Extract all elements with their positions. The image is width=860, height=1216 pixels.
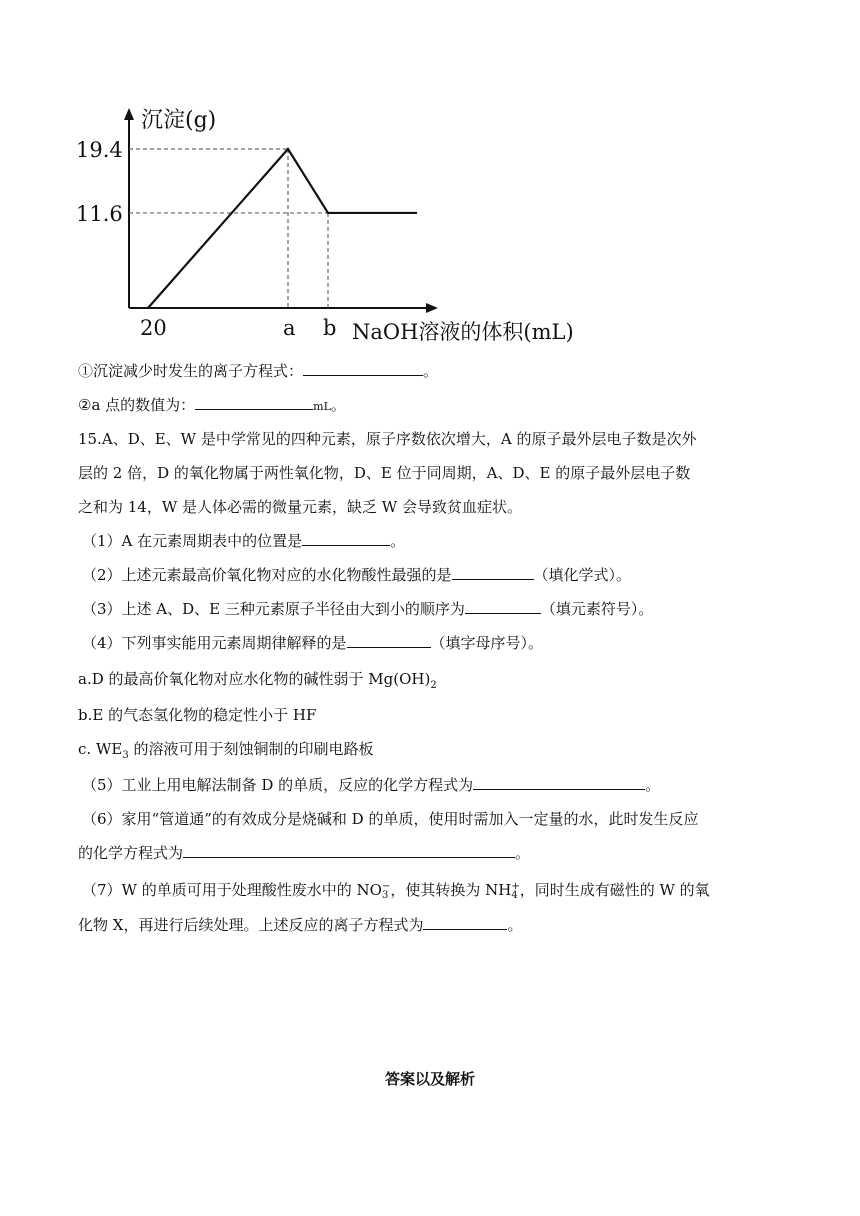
s1-end: 。 <box>390 532 406 550</box>
sub-question-7-line-2 <box>78 914 522 936</box>
s6-answer-blank[interactable] <box>183 842 515 858</box>
x-tick-label: 20 <box>140 316 167 340</box>
option-a-formula-2: (OH) <box>393 670 431 688</box>
option-c-subscript: 3 <box>122 750 129 761</box>
s3-answer-blank[interactable] <box>465 598 541 614</box>
question-1 <box>78 360 438 382</box>
s5-end: 。 <box>645 776 661 794</box>
x-axis-label: NaOH溶液的体积(mL) <box>352 320 574 344</box>
option-a-formula: Mg <box>368 670 394 688</box>
answer-section-title: 答案以及解析 <box>384 1070 475 1088</box>
nitrate-subscript: 3 <box>381 890 389 901</box>
sub-question-5 <box>82 774 660 796</box>
y-tick-label: 11.6 <box>76 201 123 226</box>
s1-answer-blank[interactable] <box>302 530 390 546</box>
s4-answer-blank[interactable] <box>347 632 431 648</box>
y-axis-label: 沉淀(g) <box>141 108 217 133</box>
precipitate-chart <box>70 95 630 350</box>
sub-question-7-line-1 <box>82 879 710 901</box>
q1-end: 。 <box>423 362 439 380</box>
p15-line-1: 15.A、D、E、W 是中学常见的四种元素，原子序数依次增大，A 的原子最外层电子数是次外 <box>78 430 697 448</box>
q1-text: ①沉淀减少时发生的离子方程式： <box>78 362 304 380</box>
question-2 <box>78 394 346 418</box>
sub-question-1 <box>82 530 405 552</box>
ammonium-subscript: 4 <box>511 890 518 901</box>
x-tick-label: b <box>323 316 337 340</box>
ammonium-charge: + <box>511 881 520 892</box>
nitrate-charge: − <box>381 881 391 892</box>
nitrate-formula: NO <box>356 881 382 899</box>
sub-question-2 <box>82 564 631 586</box>
x-axis-arrow <box>426 303 438 313</box>
s7-post: ，同时生成有磁性的 W 的氧 <box>519 881 710 899</box>
option-c <box>78 738 373 767</box>
s6-end: 。 <box>515 844 531 862</box>
q2-unit: mL <box>313 400 331 413</box>
s1-text: （1）A 在元素周期表中的位置是 <box>82 532 303 550</box>
ammonium-formula: NH <box>485 881 512 899</box>
p15-line-2: 层的 2 倍，D 的氧化物属于两性氧化物，D、E 位于同周期，A、D、E 的原子最外层电子数 <box>78 464 691 482</box>
q2-text: ②a 点的数值为： <box>78 396 196 414</box>
sub-question-3 <box>82 598 653 620</box>
s2-end: （填化学式）。 <box>533 566 632 584</box>
s7-pre: （7）W 的单质可用于处理酸性废水中的 <box>82 881 357 899</box>
y-tick-label: 19.4 <box>76 138 123 162</box>
s4-end: （填字母序号）。 <box>430 634 544 652</box>
s3-end: （填元素符号）。 <box>540 600 654 618</box>
option-a <box>78 668 437 697</box>
sub-question-6-line-1: （6）家用“管道通”的有效成分是烧碱和 D 的单质，使用时需加入一定量的水，此时发生反应 <box>82 810 699 828</box>
s5-text: （5）工业上用电解法制备 D 的单质，反应的化学方程式为 <box>82 776 474 794</box>
option-a-subscript: 2 <box>430 680 437 691</box>
s6-text: 的化学方程式为 <box>78 844 184 862</box>
s2-answer-blank[interactable] <box>452 564 534 580</box>
option-c-prefix: c. <box>78 740 96 758</box>
y-axis-arrow <box>124 108 134 120</box>
s7-answer-blank[interactable] <box>423 914 507 930</box>
s7-line-2-text: 化物 X，再进行后续处理。上述反应的离子方程式为 <box>78 916 424 934</box>
q2-answer-blank[interactable] <box>195 394 313 410</box>
option-a-text: a.D 的最高价氧化物对应水化物的碱性弱于 <box>78 670 369 688</box>
option-c-formula: WE <box>95 740 123 758</box>
sub-question-6-line-2 <box>78 842 530 864</box>
option-c-text: 的溶液可用于刻蚀铜制的印刷电路板 <box>128 740 374 758</box>
option-b: b.E 的气态氢化物的稳定性小于 HF <box>78 706 317 724</box>
s7-mid: ，使其转换为 <box>390 881 486 899</box>
p15-line-3: 之和为 14，W 是人体必需的微量元素，缺乏 W 会导致贫血症状。 <box>78 498 522 516</box>
s5-answer-blank[interactable] <box>473 774 645 790</box>
q1-answer-blank[interactable] <box>303 360 423 376</box>
s3-text: （3）上述 A、D、E 三种元素原子半径由大到小的顺序为 <box>82 600 465 618</box>
sub-question-4 <box>82 632 543 654</box>
s7-end: 。 <box>507 916 523 934</box>
s4-text: （4）下列事实能用元素周期律解释的是 <box>82 634 347 652</box>
x-tick-label: a <box>283 316 296 340</box>
precipitate-series-line <box>148 149 417 308</box>
q2-end: 。 <box>330 396 346 414</box>
s2-text: （2）上述元素最高价氧化物对应的水化物酸性最强的是 <box>82 566 452 584</box>
